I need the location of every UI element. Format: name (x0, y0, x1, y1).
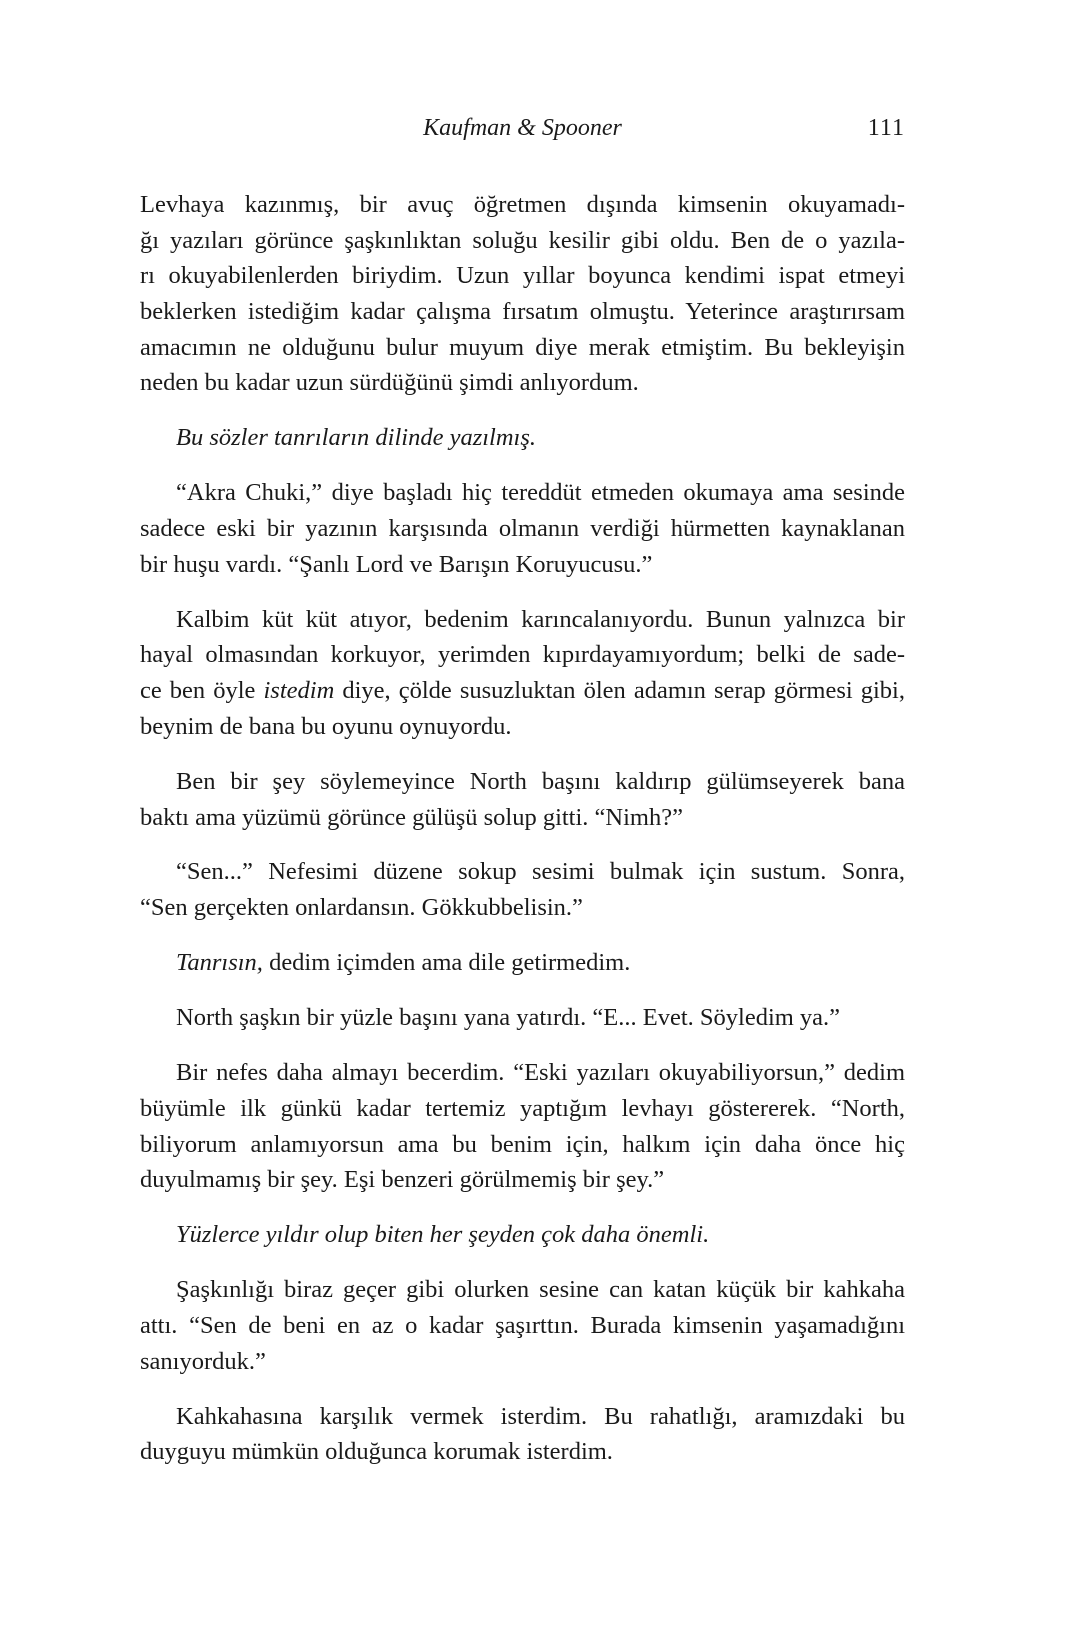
text-line: duyguyu mümkün olduğunca korumak isterdim. (140, 1438, 613, 1466)
text-line: attı. “Sen de beni en az o kadar şaşırttın. Burada kimsenin yaşamadığını (140, 1311, 905, 1339)
paragraph (140, 1000, 905, 1036)
text-line: ğı yazıları görünce şaşkınlıktan soluğu kesilir gibi oldu. Ben de o yazıla- (140, 226, 905, 254)
paragraph (140, 945, 905, 981)
text-segment: ce ben öyle (140, 677, 264, 705)
paragraph (140, 420, 905, 456)
text-line: bir huşu vardı. “Şanlı Lord ve Barışın Koruyucusu.” (140, 550, 653, 578)
text-line: Şaşkınlığı biraz geçer gibi olurken sesine can katan küçük bir kahkaha (176, 1276, 905, 1304)
running-title: Kaufman & Spooner (423, 115, 622, 141)
text-line: neden bu kadar uzun sürdüğünü şimdi anlıyordum. (140, 369, 639, 397)
text-line: beklerken istediğim kadar çalışma fırsatım olmuştu. Yeterince araştırırsam (140, 298, 905, 326)
paragraph (140, 1217, 905, 1253)
text-line: hayal olmasından korkuyor, yerimden kıpırdayamıyordum; belki de sade- (140, 641, 905, 669)
text-segment: diye, çölde susuzluktan ölen adamın serap görmesi gibi, (334, 677, 905, 705)
emphasized-text: Tanrısın, (176, 949, 263, 977)
paragraph (140, 1055, 905, 1198)
text-line: büyümle ilk günkü kadar tertemiz yaptığım levhayı göstererek. “North, (140, 1094, 905, 1122)
text-line: amacımın ne olduğunu bulur muyum diye merak etmiştim. Bu bekleyişin (140, 333, 905, 361)
text-line: Yüzlerce yıldır olup biten her şeyden çok daha önemli. (176, 1221, 710, 1249)
text-line: sanıyorduk.” (140, 1347, 266, 1375)
text-line: Levhaya kazınmış, bir avuç öğretmen dışında kimsenin okuyamadı- (140, 191, 905, 218)
text-line: “Sen...” Nefesimi düzene sokup sesimi bulmak için sustum. Sonra, (176, 858, 905, 886)
paragraph (140, 1399, 905, 1470)
text-segment: dedim içimden ama dile getirmedim. (262, 949, 631, 977)
text-line: “Sen gerçekten onlardansın. Gökkubbelisin.” (140, 894, 583, 922)
text-line: “Akra Chuki,” diye başladı hiç tereddüt etmeden okumaya ama sesinde (176, 479, 905, 507)
text-line: Kalbim küt küt atıyor, bedenim karıncalanıyordu. Bunun yalnızca bir (176, 605, 905, 633)
text-line (140, 945, 905, 981)
paragraph (140, 475, 905, 582)
text-line: Kahkahasına karşılık vermek isterdim. Bu rahatlığı, aramızdaki bu (176, 1402, 905, 1430)
page-header (140, 110, 905, 146)
text-line: North şaşkın bir yüzle başını yana yatırdı. “E... Evet. Söyledim ya.” (176, 1004, 841, 1032)
text-line: duyulmamış bir şey. Eşi benzeri görülmemiş bir şey.” (140, 1166, 665, 1194)
paragraph (140, 1272, 905, 1379)
text-line: Bir nefes daha almayı becerdim. “Eski yazıları okuyabiliyorsun,” dedim (176, 1059, 905, 1087)
text-line: Bu sözler tanrıların dilinde yazılmış. (176, 424, 537, 452)
text-line: biliyorum anlamıyorsun ama bu benim için, halkım için daha önce hiç (140, 1130, 905, 1158)
paragraph (140, 764, 905, 835)
text-line: rı okuyabilenlerden biriydim. Uzun yıllar boyunca kendimi ispat etmeyi (140, 262, 905, 290)
body-text (140, 187, 905, 1489)
text-line (140, 673, 905, 709)
paragraph (140, 854, 905, 925)
text-line: baktı ama yüzümü görünce gülüşü solup gitti. “Nimh?” (140, 803, 683, 831)
text-line: beynim de bana bu oyunu oynuyordu. (140, 712, 512, 740)
paragraph (140, 187, 905, 401)
emphasized-text: istedim (263, 677, 335, 705)
page-number: 111 (867, 115, 905, 141)
text-line: sadece eski bir yazının karşısında olmanın verdiği hürmetten kaynaklanan (140, 515, 905, 543)
paragraph (140, 602, 905, 745)
text-line: Ben bir şey söylemeyince North başını kaldırıp gülümseyerek bana (176, 767, 905, 795)
